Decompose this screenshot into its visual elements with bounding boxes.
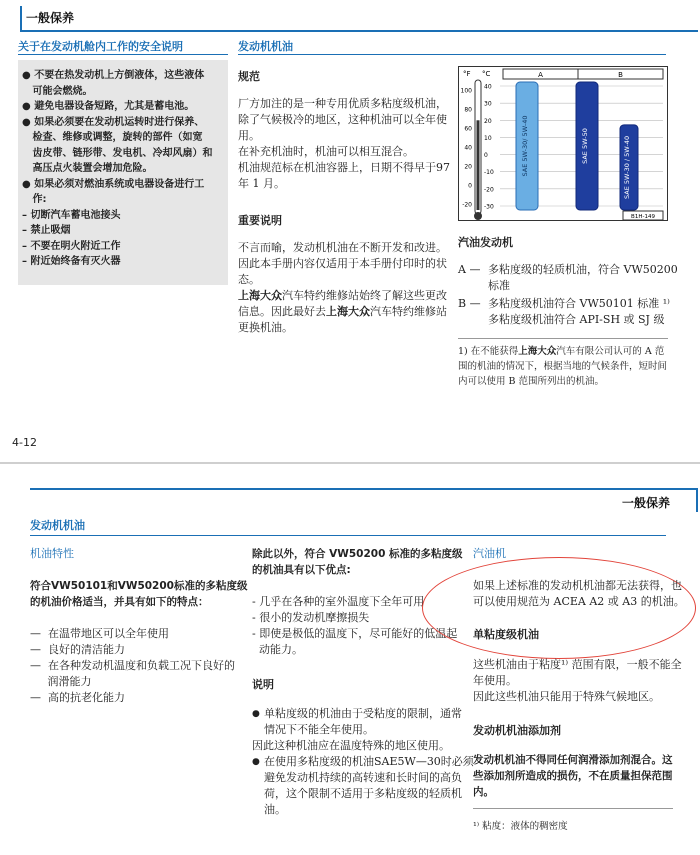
gas-a-line: 多粘度级的轻质机油，符合 VW50200 <box>488 263 678 276</box>
gas-engine-title: 汽油发动机 <box>458 236 513 249</box>
additive-title: 发动机机油添加剂 <box>473 724 561 737</box>
col1-dash-line: — 高的抗老化能力 <box>30 691 125 704</box>
col2-notes: ● 单粘度级的机油由于受粘度的限制，通常 情况下不能全年使用。 因此这种机油应在温度特殊的地区使用。 ● 在使用多粘度级的机油SAE5W—30时必须 避免发动机持续的高转速和长时间的高负 荷，这个限制不适用于多粘度级的轻质机 油。 <box>252 707 474 816</box>
additive-text <box>473 752 673 800</box>
spec-line: 机油规范标在机油容器上，日期不得早于97 <box>238 161 450 174</box>
gas-foot-line: 内可以使用 B 范围所列出的机油。 <box>458 376 605 387</box>
note-line: 不言而喻，发动机机油在不断开发和改进。 <box>238 241 447 254</box>
bottom-footnote-rule <box>473 808 673 809</box>
bottom-header-title: 一般保养 <box>622 496 671 510</box>
single-grade-line: 这些机油由于粘度¹⁾ 范围有限，一般不能全 <box>473 658 682 671</box>
single-grade-text <box>473 657 688 705</box>
fahrenheit-tick: 80 <box>464 106 472 114</box>
col2-bullet-line: 情况下不能全年使用。 <box>264 723 374 736</box>
note-text: 不言而喻，发动机机油在不断开发和改进。 因此本手册内容仅适用于本手册付印时的状 态。 上海大众汽车特约维修站始终了解这些更改 信息。因此最好去上海大众汽车特约维修站 更换机油。 <box>238 241 447 334</box>
spec-line: 除了气候极冷的地区，这种机油可以全年使 <box>238 113 447 126</box>
additive-line: 些添加剂所造成的损伤，不在质量担保范围 <box>473 770 673 782</box>
note-heading: 重要说明 <box>238 214 282 227</box>
gas-a-label: A — <box>458 263 481 276</box>
bottom-section-rule <box>30 535 666 536</box>
celsius-tick: 40 <box>484 83 492 91</box>
col2-dash-line: 动能力。 <box>252 643 303 656</box>
safety-title: 关于在发动机舱内工作的安全说明 <box>18 40 183 53</box>
gas-b-block <box>458 296 673 328</box>
safety-bullet-line: ● 避免电器设备短路，尤其是蓄电池。 <box>22 101 195 112</box>
single-grade-line: 因此这些机油只能用于特殊气候地区。 <box>473 690 660 703</box>
col2-dash-line: - 几乎在各种的室外温度下全年可用 <box>252 595 425 608</box>
gas-b-line: 多粘度级机油符合 API-SH 或 SJ 级 <box>488 313 665 326</box>
col2-bullet-line: 油。 <box>264 803 286 816</box>
col2-bullet-line: 单粘度级的机油由于受粘度的限制，通常 <box>264 707 462 720</box>
chart-svg <box>458 66 668 221</box>
col3-circled-text <box>473 578 688 610</box>
bullet-dot: ● <box>252 757 260 767</box>
page-separator <box>0 462 700 464</box>
col2-bullet-line: 避免发动机持续的高转速和长时间的高负 <box>264 771 462 784</box>
safety-bullet-line: 齿皮带、链形带、发电机、冷却风扇）和 <box>22 147 213 159</box>
oil-title-rule <box>238 54 666 55</box>
note-line: 态。 <box>238 273 260 286</box>
note-line: 因此本手册内容仅适用于本手册付印时的状 <box>238 257 447 270</box>
col1-dash-line: 润滑能力 <box>30 675 92 688</box>
circled-line: 可以使用规范为 ACEA A2 或 A3 的机油。 <box>473 595 685 608</box>
fahrenheit-tick: 100 <box>460 87 472 95</box>
top-header-title: 一般保养 <box>26 11 75 25</box>
spec-line: 年 1 月。 <box>238 177 285 190</box>
gas-footnote: 1) 在不能获得上海大众汽车有限公司认可的 A 范 围的机油的情况下，根据当地的气候条件，短时间 内可以使用 B 范围所列出的机油。 <box>458 344 673 389</box>
viscosity-bar-label: SAE 5W-30/ 5W-40 <box>521 115 529 177</box>
col1-intro-line: 符合VW50101和VW50200标准的多粘度级 <box>30 580 248 592</box>
safety-bullet-line: 可能会燃烧。 <box>22 85 93 97</box>
col2-dash-line: - 很小的发动机摩擦损失 <box>252 611 370 624</box>
spec-line: 在补充机油时，机油可以相互混合。 <box>238 145 414 158</box>
brand-name: 上海大众 <box>238 289 282 302</box>
single-grade-line: 年使用。 <box>473 674 517 687</box>
col3-title: 汽油机 <box>473 547 506 560</box>
col1-dash-line: — 在温带地区可以全年使用 <box>30 627 169 640</box>
oil-viscosity-chart <box>458 66 668 221</box>
viscosity-footnote: ¹⁾ 粘度：液体的稠密度 <box>473 821 568 832</box>
oil-title: 发动机机油 <box>238 40 293 53</box>
gas-a-block <box>458 262 678 294</box>
safety-bullet-line: 检查、维修或调整，旋转的部件（如宽 <box>22 132 203 143</box>
spec-heading: 规范 <box>238 70 260 83</box>
celsius-tick: -10 <box>484 169 494 177</box>
thermometer-bulb <box>474 212 482 220</box>
additive-line: 内。 <box>473 786 494 798</box>
safety-list <box>22 68 227 270</box>
group-label-b: B <box>618 71 623 79</box>
safety-title-rule <box>18 54 228 55</box>
safety-dash-item: – 禁止吸烟 <box>22 225 71 236</box>
celsius-tick: 20 <box>484 117 492 125</box>
top-header-bracket <box>20 6 698 32</box>
fahrenheit-tick: 60 <box>464 125 472 133</box>
celsius-tick: 30 <box>484 100 492 108</box>
thermometer-mercury <box>477 120 480 210</box>
group-label-a: A <box>538 71 543 79</box>
col1-intro-line: 的机油价格适当，并具有如下的特点： <box>30 596 209 608</box>
bottom-header-bracket <box>30 488 698 512</box>
col2-bullet-line: 在使用多粘度级的机油SAE5W—30时必须 <box>264 755 474 768</box>
safety-dash-item: – 附近始终备有灭火器 <box>22 256 121 267</box>
brand-name: 上海大众 <box>326 305 370 318</box>
celsius-tick: -20 <box>484 186 494 194</box>
safety-bullet-line: ● 如果必须对燃油系统或电器设备进行工 <box>22 178 205 190</box>
col2-intro <box>252 546 463 578</box>
col1-dash-line: — 在各种发动机温度和负载工况下良好的 <box>30 659 235 672</box>
fahrenheit-tick: 20 <box>464 163 472 171</box>
col1-intro <box>30 578 247 610</box>
safety-bullet-line: ● 不要在热发动机上方倒液体，这些液体 <box>22 70 205 81</box>
spec-line: 厂方加注的是一种专用优质多粘度级机油， <box>238 97 447 110</box>
gas-a-line: 标准 <box>488 279 510 292</box>
additive-line: 发动机机油不得同任何润滑添加剂混合。这 <box>473 754 673 766</box>
bottom-section-title: 发动机机油 <box>30 519 85 532</box>
safety-dash-item: – 不要在明火附近工作 <box>22 240 121 252</box>
spec-text <box>238 96 448 192</box>
viscosity-bar-label: SAE 5W-30 / 5W-40 <box>623 135 631 199</box>
celsius-tick: 10 <box>484 134 492 142</box>
unit-c-label: °C <box>482 70 491 78</box>
circled-line: 如果上述标准的发动机机油都无法获得，也 <box>473 579 682 592</box>
bullet-dot: ● <box>252 709 260 719</box>
safety-bullet-line: ● 如果必须要在发动机运转时进行保养、 <box>22 116 205 128</box>
col2-note-heading: 说明 <box>252 678 274 691</box>
single-grade-title: 单粘度级机油 <box>473 628 539 641</box>
col2-intro-line: 除此以外，符合 VW50200 标准的多粘度级 <box>252 548 463 560</box>
col2-dash-line: - 即使是极低的温度下，尽可能好的低温起 <box>252 627 458 640</box>
celsius-tick: 0 <box>484 152 488 160</box>
page-number: 4-12 <box>12 436 37 449</box>
fahrenheit-tick: -20 <box>462 201 472 209</box>
fahrenheit-tick: 40 <box>464 144 472 152</box>
unit-f-label: °F <box>463 70 471 78</box>
gas-foot-line: 围的机油的情况下，根据当地的气候条件，短时间 <box>458 361 668 372</box>
col1-dashes <box>30 626 245 706</box>
figure-code: B1H-149 <box>631 214 655 220</box>
gas-b-line: 多粘度级机油符合 VW50101 标准 ¹⁾ <box>488 297 670 310</box>
safety-bullet-line: 高压点火装置会增加危险。 <box>22 163 153 174</box>
footnote-rule <box>458 338 668 339</box>
safety-dash-item: – 切断汽车蓄电池接头 <box>22 209 121 221</box>
spec-line: 用。 <box>238 129 260 142</box>
celsius-tick: -30 <box>484 203 494 211</box>
fahrenheit-tick: 0 <box>468 182 472 190</box>
col1-title: 机油特性 <box>30 547 74 560</box>
col2-intro-line: 的机油具有以下优点: <box>252 564 351 576</box>
safety-bullet-line: 作: <box>22 194 47 205</box>
col1-dash-line: — 良好的清洁能力 <box>30 643 125 656</box>
viscosity-bar-label: SAE 5W-50 <box>581 128 589 164</box>
col2-bullet-line: 荷，这个限制不适用于多粘度级的轻质机 <box>264 787 462 800</box>
gas-b-label: B — <box>458 297 481 310</box>
